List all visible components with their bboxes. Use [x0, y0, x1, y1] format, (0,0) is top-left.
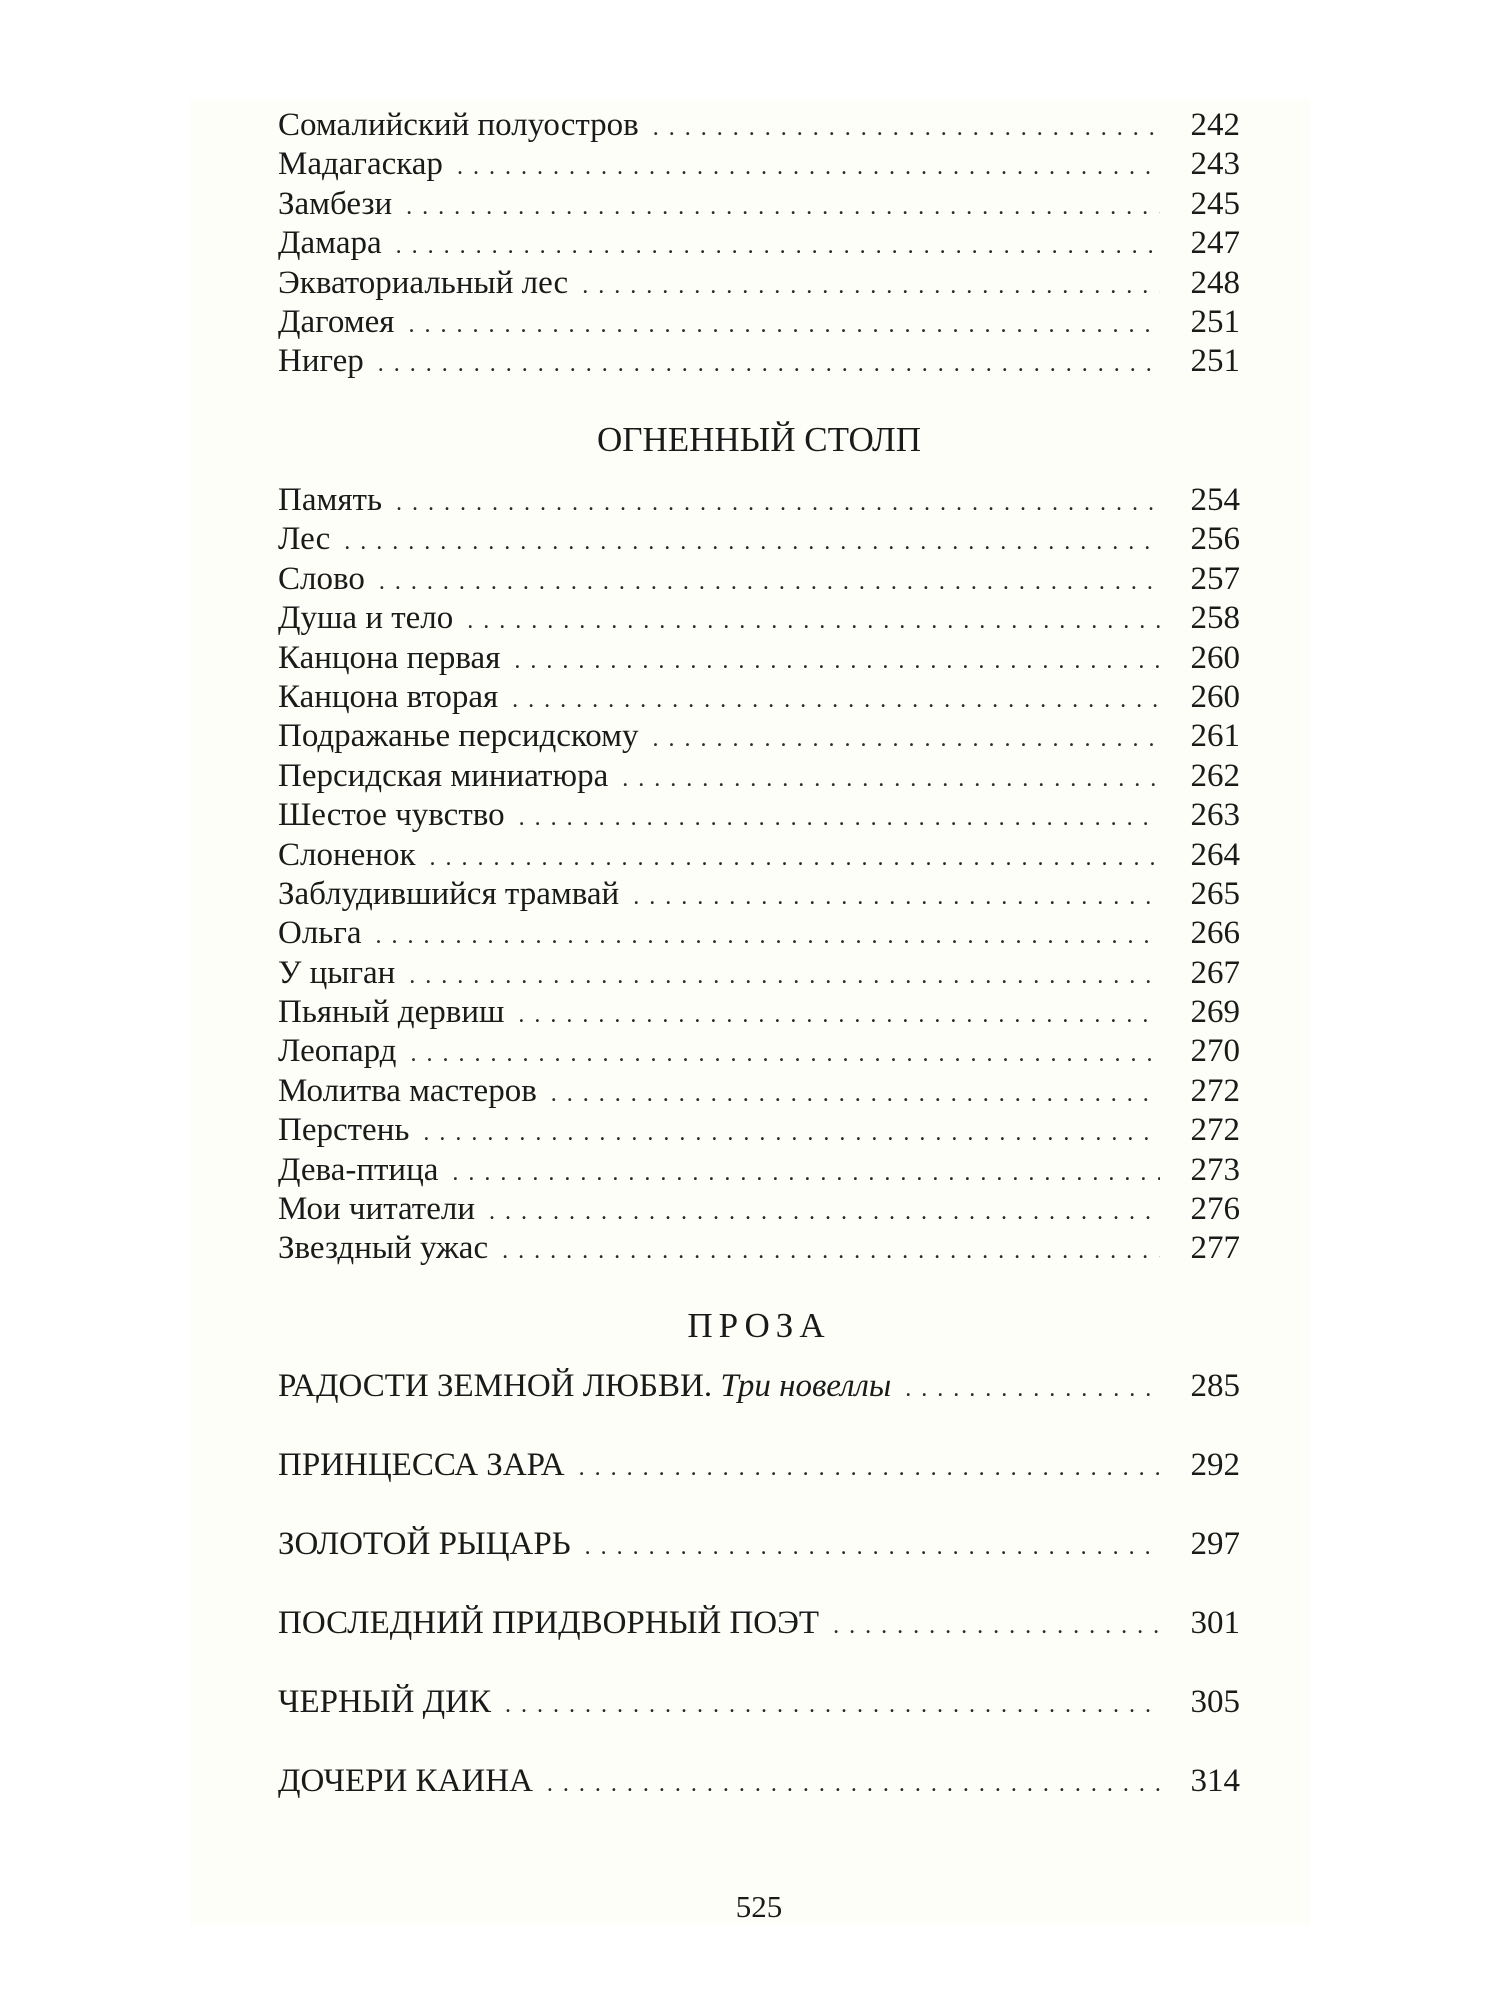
toc-entry-page: 254 [1190, 482, 1240, 518]
toc-entry-page: 264 [1190, 836, 1240, 873]
toc-entry-page: 269 [1190, 994, 1240, 1031]
leader-dots [653, 109, 1160, 148]
toc-entry-page: 285 [1190, 1368, 1240, 1404]
toc-entry-page: 260 [1190, 678, 1240, 715]
leader-dots [502, 1232, 1160, 1271]
toc-entry-page: 266 [1190, 915, 1240, 952]
toc-entry-subtitle: Три новеллы [720, 1368, 892, 1404]
toc-entry-title: У цыган [278, 954, 396, 991]
section-heading-prose: ПРОЗА [687, 1306, 831, 1345]
toc-entry-page: 265 [1190, 875, 1240, 912]
toc-entry-page: 267 [1190, 954, 1240, 991]
toc-entry [278, 106, 1240, 145]
section-heading-fire-pillar: ОГНЕННЫЙ СТОЛП [596, 420, 922, 459]
toc-entry [278, 993, 1240, 1032]
toc-entry-title: Мои читатели [278, 1191, 476, 1228]
leader-dots [514, 642, 1160, 681]
leader-dots [653, 720, 1160, 759]
leader-dots [489, 1193, 1160, 1232]
leader-dots [579, 1449, 1160, 1488]
leader-dots [633, 878, 1160, 917]
toc-entry-page: 292 [1190, 1446, 1240, 1483]
leader-dots [344, 523, 1160, 562]
toc-entry-title [278, 1367, 905, 1406]
toc-entry [278, 875, 1240, 914]
toc-entry-page: 251 [1190, 303, 1240, 340]
toc-entry [278, 914, 1240, 953]
leader-dots [429, 839, 1160, 878]
toc-entry [278, 1151, 1240, 1190]
toc-entry-title: Канцона первая [278, 639, 501, 676]
toc-entry [278, 836, 1240, 875]
toc-entry-title: Ольга [278, 915, 362, 952]
leader-dots [410, 1035, 1160, 1074]
leader-dots [905, 1370, 1160, 1409]
leader-dots [406, 188, 1160, 227]
leader-dots [582, 267, 1160, 306]
toc-entry-page: 277 [1190, 1230, 1240, 1267]
toc-entry-title: Экваториальный лес [278, 264, 569, 301]
toc-entry-title: Сомалийский полуостров [278, 107, 639, 143]
leader-dots [512, 681, 1160, 720]
toc-entry [278, 599, 1240, 638]
toc-entry-page: 263 [1190, 797, 1240, 834]
toc-entry-page: 272 [1190, 1112, 1240, 1149]
toc-entry-page: 273 [1190, 1151, 1240, 1188]
leader-dots [452, 1154, 1160, 1193]
toc-entry [278, 560, 1240, 599]
toc-continued-list [278, 106, 1240, 382]
toc-entry-page: 247 [1190, 225, 1240, 262]
toc-entry-title: Слоненок [278, 836, 416, 873]
toc-entry [278, 145, 1240, 184]
toc-prose-list [278, 1367, 1240, 1841]
toc-entry-page: 248 [1190, 264, 1240, 301]
toc-entry [278, 1762, 1240, 1801]
toc-entry [278, 1367, 1240, 1406]
leader-dots [622, 760, 1160, 799]
toc-entry-title: Леопард [278, 1033, 397, 1070]
toc-entry [278, 1072, 1240, 1111]
toc-entry-title: Заблудившийся трамвай [278, 875, 620, 912]
toc-entry-title: ПРИНЦЕССА ЗАРА [278, 1446, 565, 1483]
leader-dots [423, 1114, 1160, 1153]
toc-entry [278, 954, 1240, 993]
toc-entry-title: ДОЧЕРИ КАИНА [278, 1762, 533, 1799]
toc-entry-page: 258 [1190, 600, 1240, 637]
leader-dots [518, 996, 1160, 1035]
toc-entry-title: Пьяный дервиш [278, 994, 505, 1031]
toc-entry-page: 276 [1190, 1191, 1240, 1228]
toc-entry [278, 1446, 1240, 1485]
toc-entry-title: ПОСЛЕДНИЙ ПРИДВОРНЫЙ ПОЭТ [278, 1604, 820, 1641]
leader-dots [378, 345, 1160, 384]
toc-entry-title: Слово [278, 560, 365, 597]
toc-entry [278, 264, 1240, 303]
toc-entry [278, 185, 1240, 224]
leader-dots [396, 227, 1160, 266]
toc-entry-title: Дамара [278, 225, 382, 262]
toc-entry-page: 251 [1190, 343, 1240, 380]
leader-dots [408, 306, 1160, 345]
toc-entry-title-main: РАДОСТИ ЗЕМНОЙ ЛЮБВИ. [278, 1368, 713, 1404]
leader-dots [547, 1765, 1160, 1804]
toc-entry-page: 272 [1190, 1072, 1240, 1109]
toc-entry-page: 257 [1190, 560, 1240, 597]
toc-entry [278, 1229, 1240, 1268]
toc-entry [278, 481, 1240, 520]
toc-entry-title: Подражанье персидскому [278, 718, 639, 755]
leader-dots [519, 799, 1160, 838]
toc-entry-title: Мадагаскар [278, 146, 443, 183]
toc-entry-page: 301 [1190, 1604, 1240, 1641]
toc-entry [278, 1683, 1240, 1722]
toc-entry-title: Шестое чувство [278, 797, 505, 834]
toc-entry-title: Перстень [278, 1112, 410, 1149]
toc-entry [278, 1111, 1240, 1150]
toc-entry-page: 260 [1190, 639, 1240, 676]
leader-dots [467, 602, 1160, 641]
toc-entry-page: 270 [1190, 1033, 1240, 1070]
toc-entry [278, 1032, 1240, 1071]
toc-entry [278, 678, 1240, 717]
toc-entry-page: 245 [1190, 185, 1240, 222]
toc-entry-title: ЗОЛОТОЙ РЫЦАРЬ [278, 1525, 571, 1562]
toc-entry-page: 261 [1190, 718, 1240, 755]
toc-entry-page: 243 [1190, 146, 1240, 183]
toc-entry-page: 305 [1190, 1683, 1240, 1720]
toc-entry [278, 520, 1240, 559]
toc-entry-title: Канцона вторая [278, 678, 499, 715]
toc-entry [278, 757, 1240, 796]
toc-entry [278, 303, 1240, 342]
toc-fire-pillar-list [278, 481, 1240, 1269]
leader-dots [505, 1686, 1160, 1725]
toc-entry-title: Дева-птица [278, 1151, 439, 1188]
leader-dots [833, 1607, 1160, 1646]
leader-dots [585, 1528, 1160, 1567]
toc-entry-page: 297 [1190, 1525, 1240, 1562]
toc-entry-page: 262 [1190, 757, 1240, 794]
toc-entry-title: Дагомея [278, 303, 395, 340]
leader-dots [379, 563, 1160, 602]
toc-entry-page: 314 [1190, 1762, 1240, 1799]
page-number: 525 [735, 1889, 783, 1924]
toc-entry [278, 1604, 1240, 1643]
leader-dots [409, 957, 1160, 996]
toc-entry-title: ЧЕРНЫЙ ДИК [278, 1683, 492, 1720]
toc-entry [278, 639, 1240, 678]
toc-entry [278, 796, 1240, 835]
leader-dots [376, 917, 1160, 956]
toc-entry-page: 256 [1190, 521, 1240, 558]
toc-entry-title: Лес [278, 521, 331, 558]
toc-entry-title: Молитва мастеров [278, 1072, 537, 1109]
toc-entry-title: Нигер [278, 343, 364, 380]
leader-dots [396, 484, 1160, 523]
toc-entry [278, 1190, 1240, 1229]
toc-entry [278, 342, 1240, 381]
leader-dots [457, 148, 1160, 187]
toc-entry [278, 224, 1240, 263]
leader-dots [551, 1075, 1160, 1114]
toc-entry-title: Замбези [278, 185, 393, 222]
toc-entry-page: 242 [1190, 107, 1240, 143]
toc-entry-title: Память [278, 482, 383, 518]
toc-entry [278, 1525, 1240, 1564]
toc-entry [278, 717, 1240, 756]
toc-entry-title: Душа и тело [278, 600, 454, 637]
toc-entry-title: Персидская миниатюра [278, 757, 609, 794]
toc-entry-title: Звездный ужас [278, 1230, 489, 1267]
